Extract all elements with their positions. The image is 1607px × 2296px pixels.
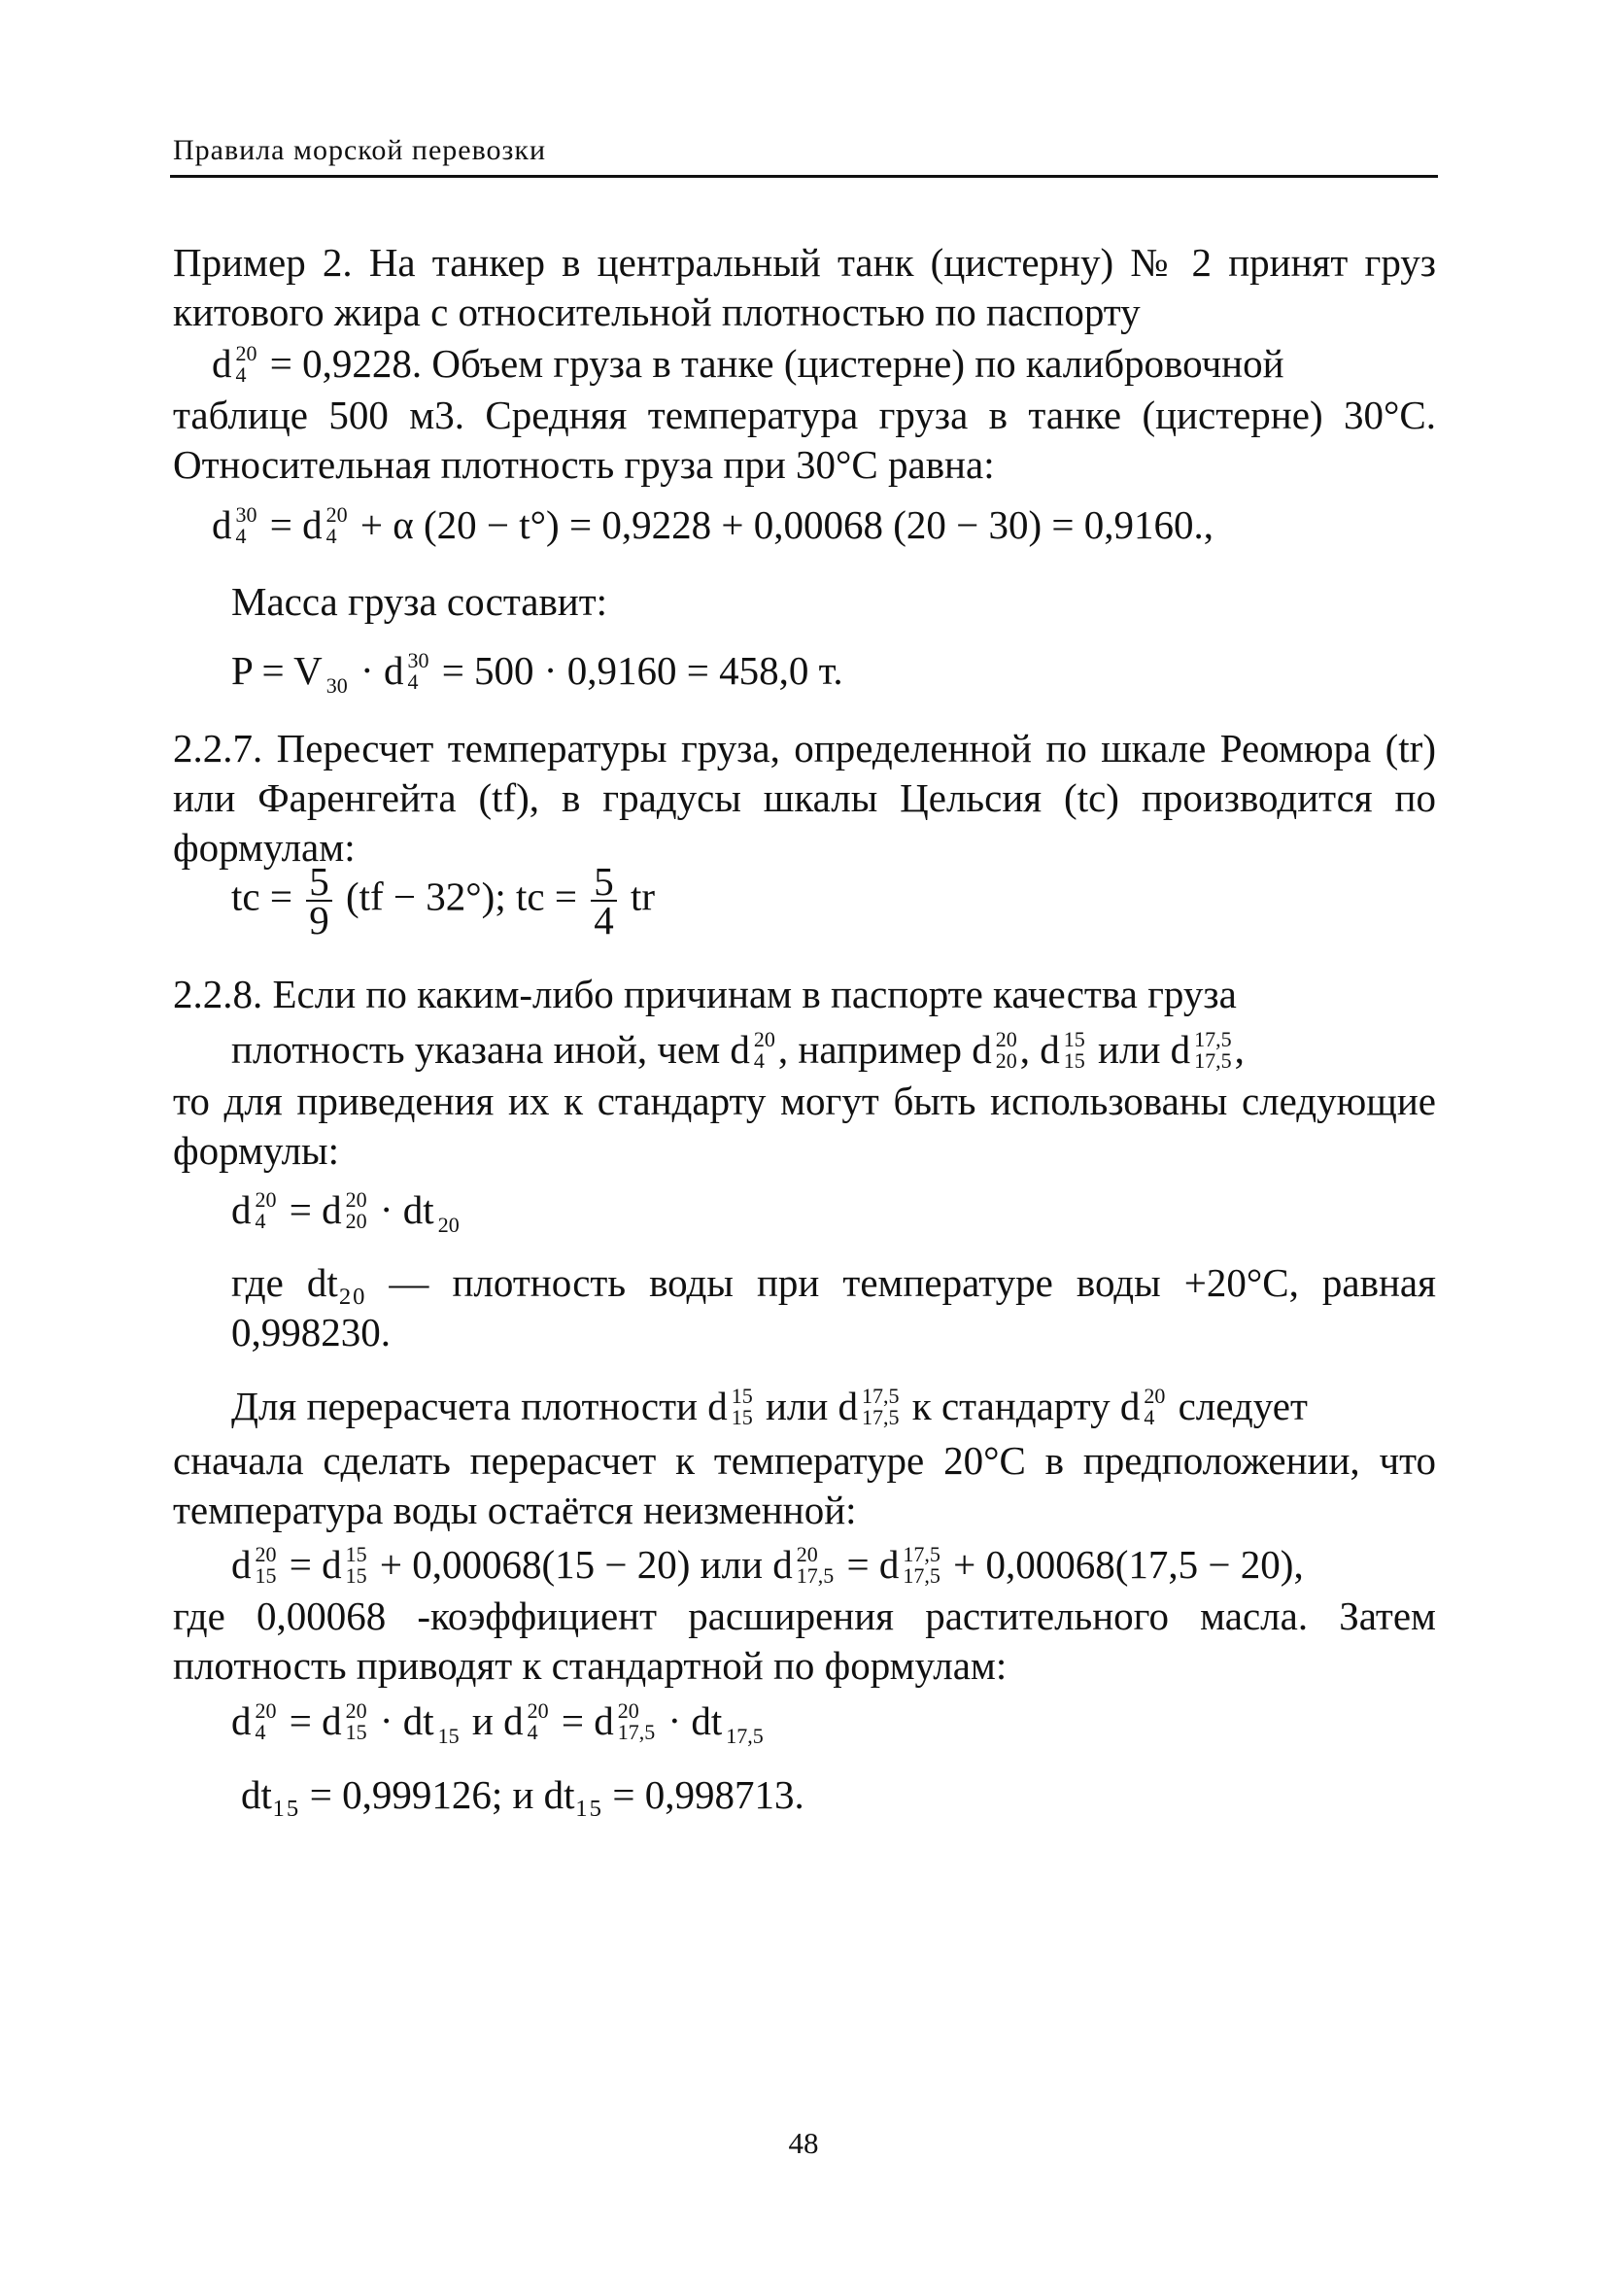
mass-label: Масса груза составит:: [231, 579, 608, 624]
recalc-equations: d 20 15 = d 15 15 + 0,00068(15 − 20) или d 20 17,5 = d 17,5 17,5 + 0,00068(17,5 − 20),: [231, 1541, 1304, 1588]
formula-part-b: (tf − 32°); tc =: [345, 874, 577, 919]
example-para-1: Пример 2. На танкер в центральный танк (цистерну) № 2 принят груз китового жира с относительной плотностью по паспорту: [173, 240, 1436, 334]
recalc-part-c: к стандарту: [911, 1384, 1111, 1428]
recalc-part-b: или: [765, 1384, 829, 1428]
section-2-2-8-line2: плотность указана иной, чем d 20 4 , например d 20 20 , d 15 15 или d 17,5 17,5 ,: [231, 1026, 1245, 1073]
formula-standard: d 20 4 = d 20 20 · dt 20: [231, 1186, 460, 1237]
recalc-eq-a: + 0,00068(15 − 20) или: [379, 1542, 764, 1587]
example-para-2: таблице 500 м3. Средняя температура груза в танке (цистерне) 30°С. Относительная плотность груза при 30°С равна:: [173, 393, 1436, 487]
equation-mass-rhs: = 500 · 0,9160 = 458,0 т.: [441, 648, 843, 693]
recalc-part-d: следует: [1178, 1384, 1308, 1428]
line2-part-a: плотность указана иной, чем: [231, 1027, 721, 1072]
header-rule: [170, 175, 1438, 178]
recalc-line2: сначала сделать перерасчет к температуре 20°С в предположении, что температура воды остаётся неизменной:: [173, 1438, 1436, 1532]
formula-part-c: tr: [630, 874, 655, 919]
fraction-denominator: 4: [594, 898, 614, 942]
equation-density-30: d 30 4 = d 20 4 + α (20 − t°) = 0,9228 + 0,00068 (20 − 30) = 0,9160.,: [212, 501, 1214, 548]
recalc-eq-b: + 0,00068(17,5 − 20),: [953, 1542, 1304, 1587]
equation-density-30-rhs: + α (20 − t°) = 0,9228 + 0,00068 (20 − 30) = 0,9160.,: [359, 502, 1214, 547]
line2-part-c: или: [1098, 1027, 1161, 1072]
recalc-part-a: Для перерасчета плотности: [231, 1384, 698, 1428]
dt-symbol: dt: [402, 1187, 434, 1232]
fraction-denominator: 9: [309, 898, 329, 942]
dt-values: dt₁₅ = 0,999126; и dt₁₅ = 0,998713.: [241, 1772, 804, 1817]
example-density-value: = 0,9228. Объем груза в танке (цистерне) по калибровочной: [269, 341, 1284, 386]
section-2-2-8-line1: 2.2.8. Если по каким-либо причинам в паспорте качества груза: [173, 972, 1237, 1016]
running-header: Правила морской перевозки: [173, 134, 547, 166]
formula-part-a: tc =: [231, 874, 292, 919]
recalc-line1: Для перерасчета плотности d 15 15 или d 17,5 17,5 к стандарту d 20 4 следует: [231, 1383, 1308, 1429]
where-dt20: где dt₂₀ — плотность воды при температуре воды +20°С, равная 0,998230.: [231, 1260, 1436, 1354]
page-number: 48: [788, 2126, 819, 2160]
formula-final: d 20 4 = d 20 15 · dt 15 и d 20 4 = d 20 17,5 · dt 17,5: [231, 1697, 764, 1748]
fraction-numerator: 5: [306, 863, 332, 902]
fraction-numerator: 5: [591, 863, 617, 902]
section-2-2-8-line3: то для приведения их к стандарту могут быть использованы следующие формулы:: [173, 1079, 1436, 1173]
coefficient-text: где 0,00068 -коэффициент расширения растительного масла. Затем плотность приводят к стандартной по формулам:: [173, 1593, 1436, 1688]
section-2-2-7: 2.2.7. Пересчет температуры груза, определенной по шкале Реомюра (tr) или Фаренгейта (tf), в градусы шкалы Цельсия (tc) производится по формулам:: [173, 726, 1436, 870]
formula-celsius: [231, 859, 655, 942]
line2-part-b: , например: [777, 1027, 963, 1072]
equation-mass: P = V 30 · d 30 4 = 500 · 0,9160 = 458,0 т.: [231, 647, 843, 698]
example-density-line: d 20 4 = 0,9228. Объем груза в танке (цистерне) по калибровочной: [212, 340, 1284, 387]
